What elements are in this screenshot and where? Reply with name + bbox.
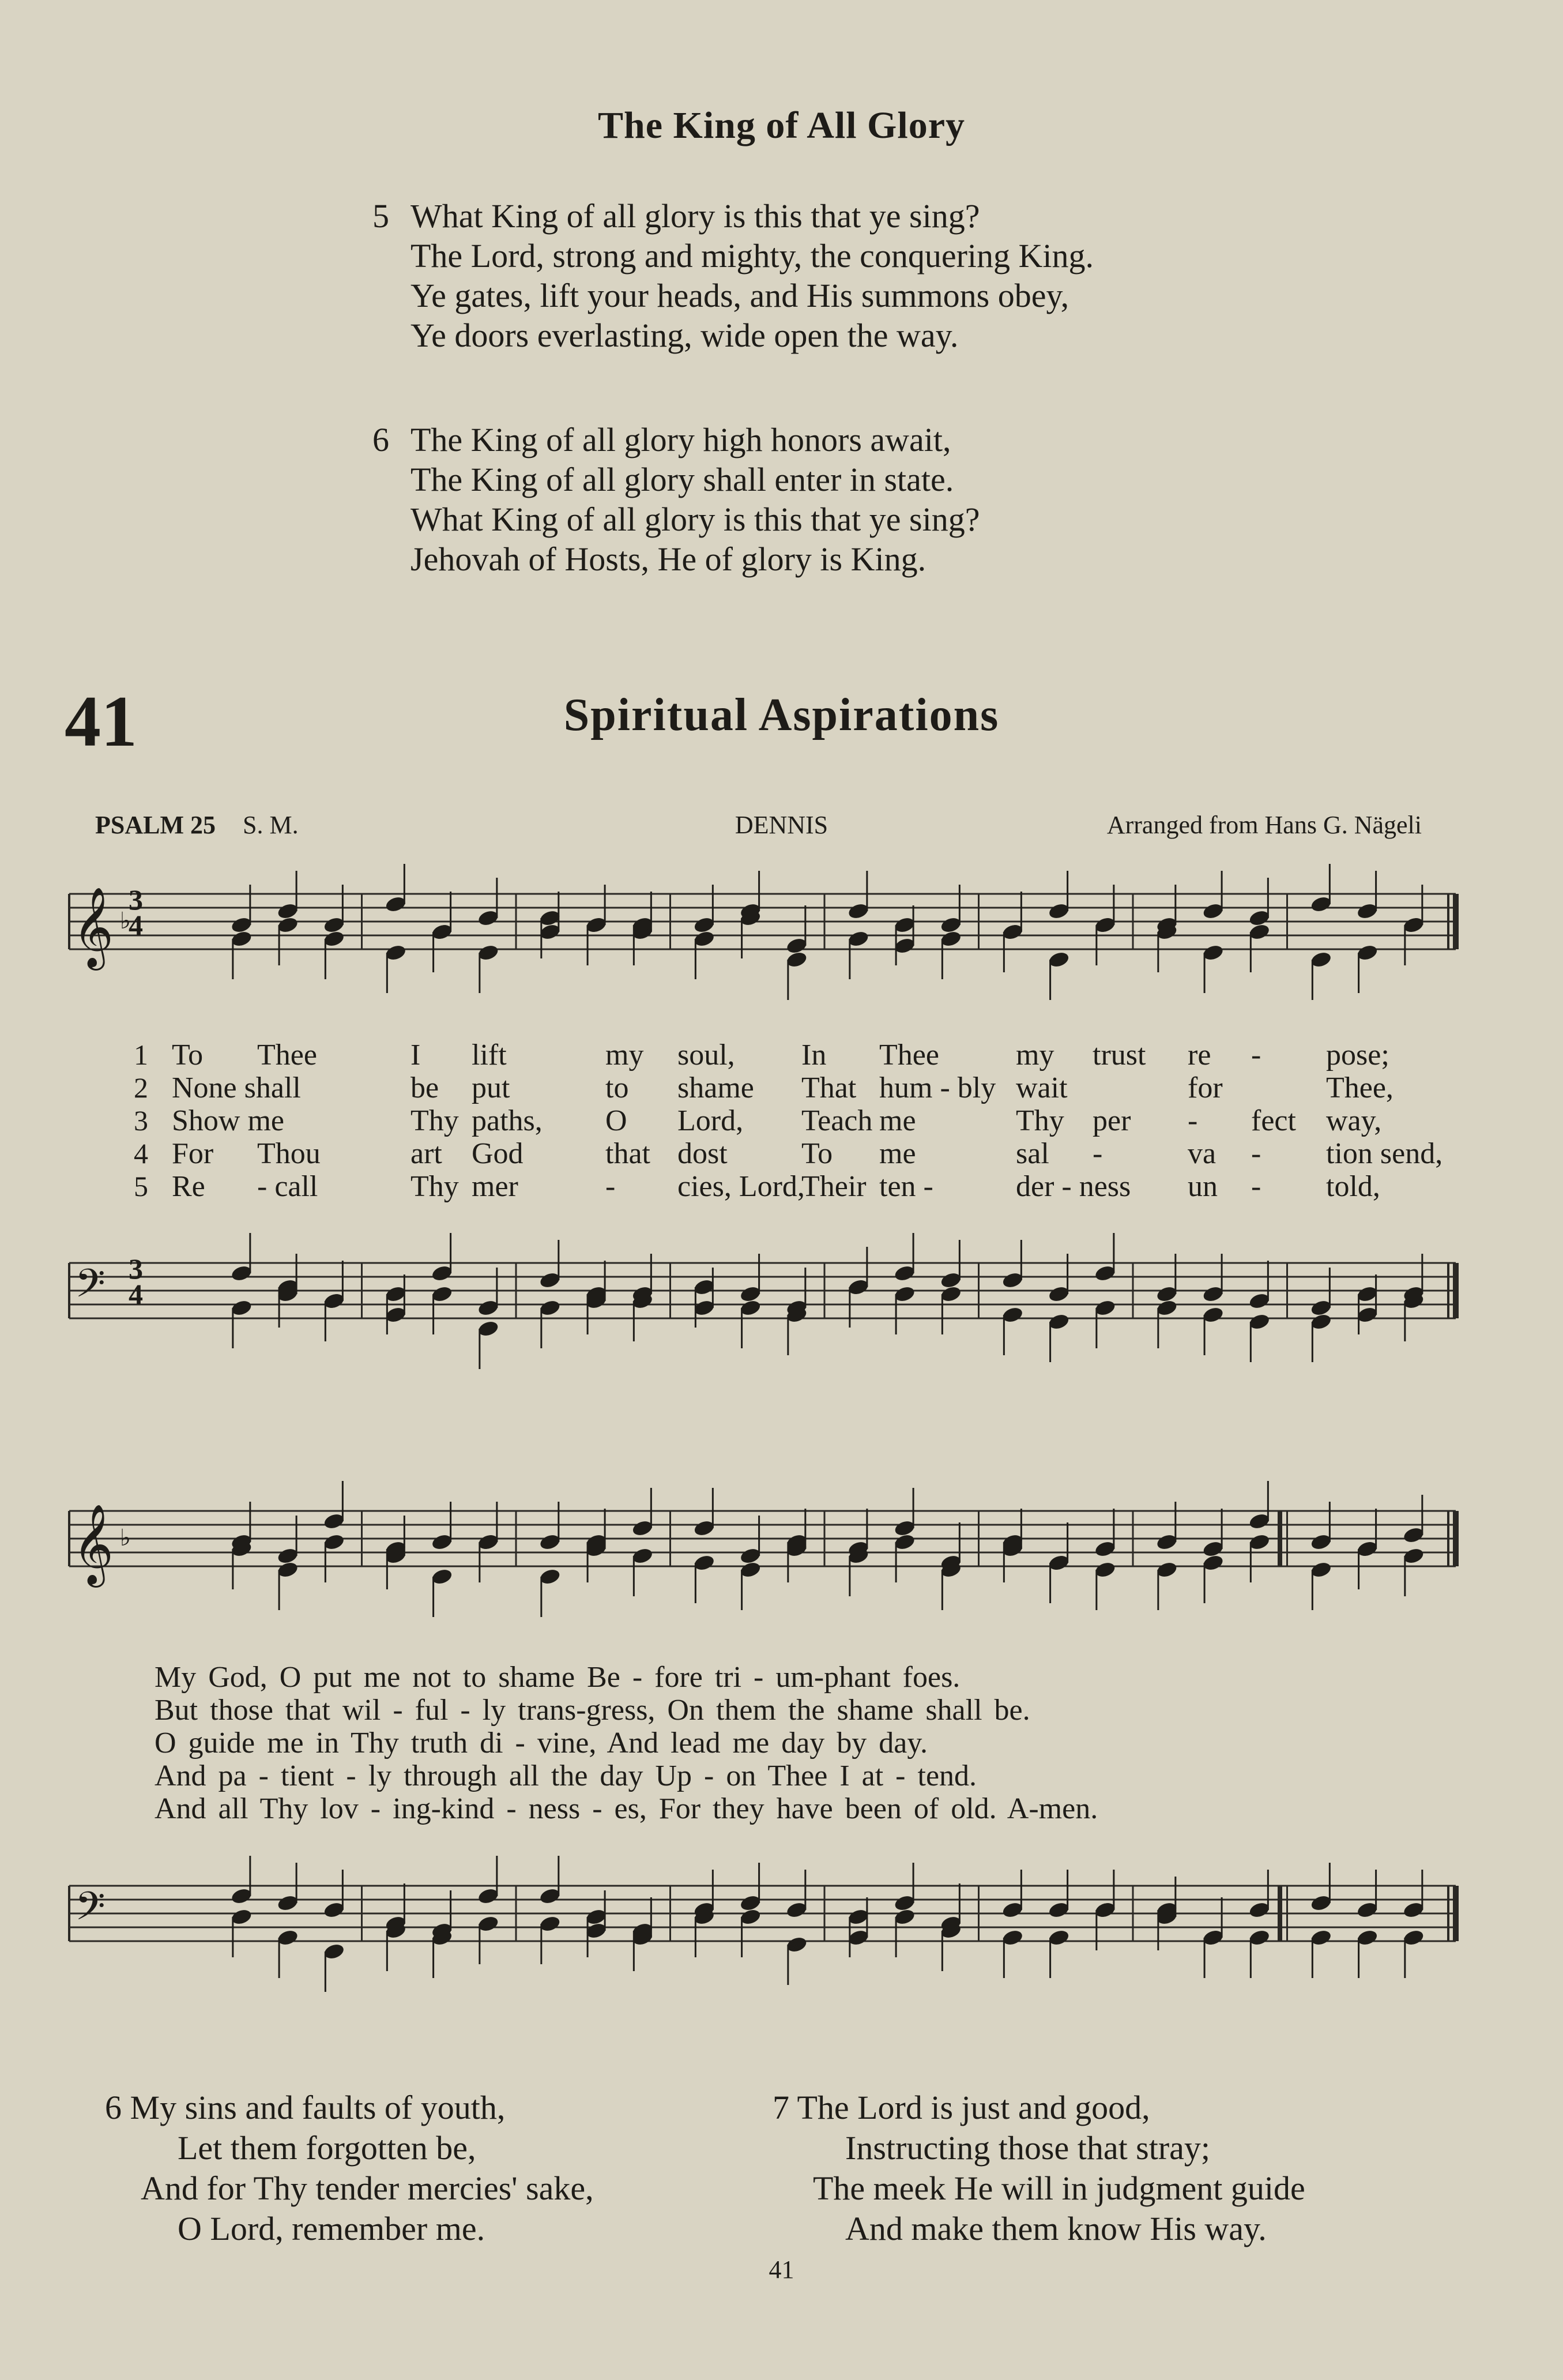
lyric-syllable: der - ness <box>1016 1170 1131 1203</box>
measures <box>230 1481 1425 1617</box>
measures <box>230 864 1425 1000</box>
stanza-line: And make them know His way. <box>845 2210 1267 2247</box>
lyric-line <box>0 1137 1563 1169</box>
lyric-syllable: - <box>1251 1170 1261 1203</box>
measures <box>230 1233 1425 1369</box>
lyric-syllable: Lord, <box>677 1104 744 1137</box>
lyric-syllable: my <box>605 1039 644 1071</box>
stanza-6 <box>105 2088 594 2249</box>
stanza-7 <box>773 2088 1305 2249</box>
bass-clef-icon: 𝄢 <box>75 1261 106 1316</box>
system1-bass-staff <box>58 1240 1464 1378</box>
lyric-syllable: In <box>801 1039 827 1071</box>
lyric-syllable: Thou <box>257 1137 321 1170</box>
stanza-line: What King of all glory is this that ye sing? <box>410 501 980 538</box>
lyric-syllable: paths, <box>472 1104 543 1137</box>
staff-lines <box>69 1511 1456 1566</box>
lyric-syllable: That <box>801 1071 857 1104</box>
lyric-syllable: dost <box>677 1137 728 1170</box>
lyric-syllable: per <box>1093 1104 1131 1137</box>
measures <box>230 1856 1425 1992</box>
lyric-syllable: God <box>472 1137 523 1170</box>
system2-bass-staff <box>58 1863 1464 2013</box>
staff-lines <box>69 894 1456 949</box>
stanza-line: Ye doors everlasting, wide open the way. <box>410 317 959 354</box>
lyric-line: But those that wil - ful - ly trans-gress, On them the shame shall be. <box>155 1694 1030 1727</box>
stanza-line: Ye gates, lift your heads, and His summons obey, <box>410 277 1069 314</box>
lyric-syllable: me <box>879 1104 916 1137</box>
hymn-title: Spiritual Aspirations <box>563 690 1000 740</box>
lyric-syllable: art <box>410 1137 442 1170</box>
flat-sign-icon: ♭ <box>120 908 131 934</box>
lyric-syllable: For <box>172 1137 214 1170</box>
hymn-number: 41 <box>65 682 137 762</box>
lyric-syllable: - <box>1188 1104 1198 1137</box>
treble-clef-icon: 𝄞 <box>73 1504 114 1584</box>
lyric-syllable: for <box>1188 1071 1223 1104</box>
lyric-syllable: cies, Lord, <box>677 1170 805 1203</box>
lyric-line <box>0 1071 1563 1103</box>
arrangement-credit: Arranged from Hans G. Nägeli <box>1106 811 1422 839</box>
system2-treble-staff <box>58 1499 1464 1626</box>
stanza-line: The meek He will in judgment guide <box>813 2170 1305 2207</box>
prev-stanza-6 <box>372 420 980 579</box>
lyric-line: And pa - tient - ly through all the day Up - on Thee I at - tend. <box>155 1759 977 1792</box>
prev-hymn-title: The King of All Glory <box>597 104 966 146</box>
lyric-syllable: - <box>1251 1137 1261 1170</box>
lyric-syllable: Thy <box>410 1104 459 1137</box>
verse-number: 4 <box>134 1137 148 1170</box>
stanza-line: The Lord is just and good, <box>797 2089 1150 2126</box>
lyric-syllable: shame <box>677 1071 754 1104</box>
lyric-syllable: - <box>1093 1137 1103 1170</box>
bass-clef-icon: 𝄢 <box>75 1884 106 1939</box>
lyric-syllable: mer <box>472 1170 518 1203</box>
lyric-syllable: to <box>605 1071 629 1104</box>
stanza-line: And for Thy tender mercies' sake, <box>141 2170 594 2207</box>
verse-number: 3 <box>134 1104 148 1137</box>
verse-number: 2 <box>134 1071 148 1104</box>
lyric-syllable: lift <box>472 1039 507 1071</box>
verse-number: 1 <box>134 1039 148 1071</box>
lyric-syllable: way, <box>1326 1104 1382 1137</box>
page-number: 41 <box>769 2255 794 2284</box>
lyric-syllable: re <box>1188 1039 1211 1071</box>
prev-stanza-5 <box>372 196 1094 355</box>
lyric-syllable: O <box>605 1104 627 1137</box>
lyric-syllable: tion send, <box>1326 1137 1443 1170</box>
staff-lines <box>69 1886 1456 1941</box>
meter: S. M. <box>243 811 299 839</box>
lyric-syllable: soul, <box>677 1039 735 1071</box>
lyric-line <box>0 1038 1563 1070</box>
lyric-syllable: Their <box>801 1170 867 1203</box>
lyric-syllable: To <box>801 1137 833 1170</box>
lyric-syllable: I <box>410 1039 421 1071</box>
stanza-number: 6 <box>372 421 389 458</box>
time-signature-treble: 3 4 <box>129 883 143 941</box>
lyric-line <box>0 1104 1563 1136</box>
lyric-line <box>0 1170 1563 1202</box>
verse-number: 5 <box>134 1170 148 1202</box>
lyric-syllable: sal <box>1016 1137 1049 1170</box>
stanza-line: Jehovah of Hosts, He of glory is King. <box>410 540 926 578</box>
lyric-syllable: told, <box>1326 1170 1380 1203</box>
lyric-syllable: Thee, <box>1326 1071 1393 1104</box>
psalm-reference: PSALM 25 <box>95 811 216 839</box>
stanza-line: The Lord, strong and mighty, the conquering King. <box>410 237 1094 275</box>
lyric-syllable: - <box>605 1170 616 1203</box>
lyric-syllable: un <box>1188 1170 1218 1203</box>
lyric-syllable: wait <box>1016 1071 1068 1104</box>
lyric-syllable: Re <box>172 1170 205 1203</box>
treble-clef-icon: 𝄞 <box>73 887 114 967</box>
lyric-syllable: Thy <box>410 1170 459 1203</box>
lyric-syllable: put <box>472 1071 510 1104</box>
lyric-line: My God, O put me not to shame Be - fore tri - um-phant foes. <box>155 1661 961 1694</box>
lyric-syllable: To <box>172 1039 204 1071</box>
stanza-line: What King of all glory is this that ye sing? <box>410 197 980 235</box>
lyric-syllable: hum - bly <box>879 1071 996 1104</box>
time-signature-bass: 3 4 <box>129 1253 143 1310</box>
stanza-line: O Lord, remember me. <box>178 2210 485 2247</box>
lyric-syllable: Thee <box>257 1039 317 1071</box>
stanza-number: 6 <box>105 2089 122 2126</box>
lyric-syllable: that <box>605 1137 650 1170</box>
lyric-syllable: pose; <box>1326 1039 1389 1071</box>
lyric-syllable: fect <box>1251 1104 1296 1137</box>
lyric-syllable: be <box>410 1071 439 1104</box>
stanza-line: The King of all glory shall enter in state. <box>410 461 954 498</box>
lyric-syllable: - <box>1251 1039 1261 1071</box>
lyric-syllable: Thy <box>1016 1104 1064 1137</box>
stanza-line: My sins and faults of youth, <box>130 2089 506 2126</box>
stanza-line: The King of all glory high honors await, <box>410 421 951 458</box>
lyric-syllable: my <box>1016 1039 1054 1071</box>
stanza-line: Let them forgotten be, <box>178 2129 476 2167</box>
lyric-syllable: Thee <box>879 1039 939 1071</box>
system1-treble-staff <box>58 882 1464 1009</box>
lyric-syllable: me <box>879 1137 916 1170</box>
lyric-syllable: - call <box>257 1170 318 1203</box>
lyric-syllable: Teach <box>801 1104 873 1137</box>
lyric-syllable: None shall <box>172 1071 301 1104</box>
stanza-line: Instructing those that stray; <box>845 2129 1211 2167</box>
stanza-number: 5 <box>372 197 389 235</box>
staff-lines <box>69 1263 1456 1318</box>
lyric-line: O guide me in Thy truth di - vine, And lead me day by day. <box>155 1727 928 1759</box>
tune-name: DENNIS <box>735 811 828 839</box>
stanza-number: 7 <box>773 2089 789 2126</box>
lyric-syllable: trust <box>1093 1039 1146 1071</box>
lyric-syllable: ten - <box>879 1170 933 1203</box>
lyric-syllable: va <box>1188 1137 1216 1170</box>
flat-sign-icon: ♭ <box>120 1525 131 1551</box>
lyric-line: And all Thy lov - ing-kind - ness - es, For they have been of old. A-men. <box>155 1792 1098 1825</box>
system2-lyrics <box>155 1661 1098 1825</box>
lyric-syllable: Show me <box>172 1104 284 1137</box>
